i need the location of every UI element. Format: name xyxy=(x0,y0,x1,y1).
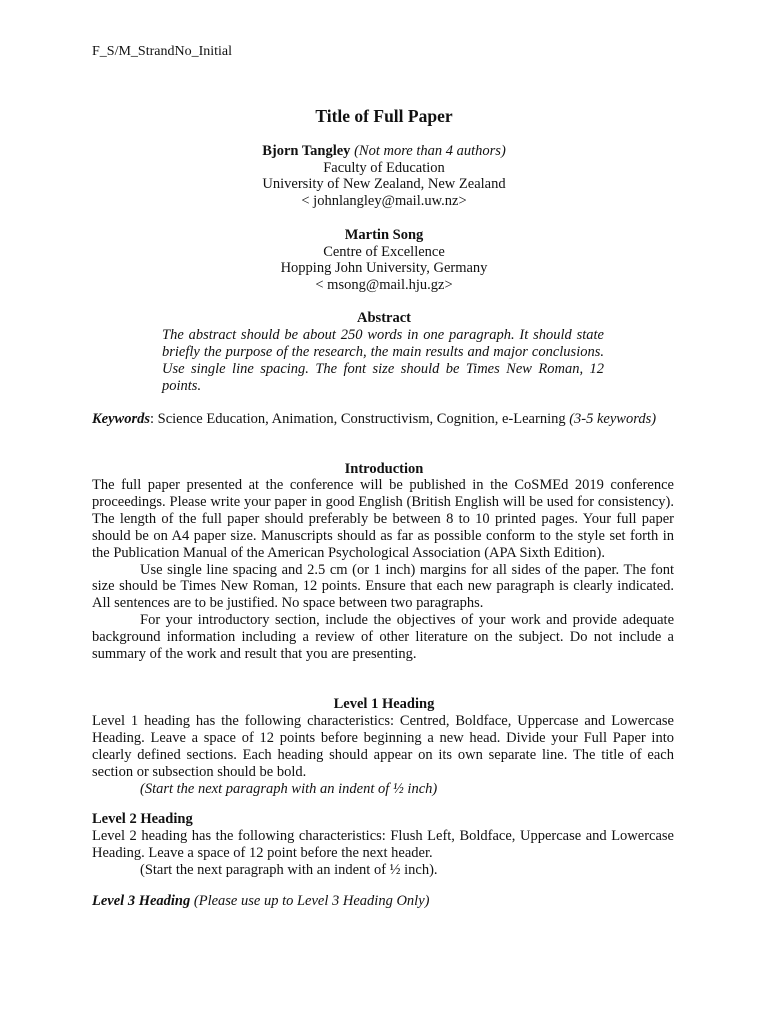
introduction-paragraph-2: Use single line spacing and 2.5 cm (or 1 inch) margins for all sides of the paper. The font size should be Times New Roman, 12 points. Ensure that each new paragraph is clearly indicated. All sentences are to be justified. No space between two paragraphs. xyxy=(92,561,674,612)
paper-code-header: F_S/M_StrandNo_Initial xyxy=(92,44,233,59)
author-1-institution: University of New Zealand, New Zealand xyxy=(262,176,506,193)
author-1-email: < johnlangley@mail.uw.nz> xyxy=(301,192,467,209)
level2-body xyxy=(92,828,674,879)
level1-body xyxy=(92,713,674,798)
introduction-paragraph-3: For your introductory section, include the objectives of your work and provide adequate background information including a review of other literature on the subject. Do not include a summary of the work and result that you are presenting. xyxy=(92,612,674,663)
author-block-2 xyxy=(0,227,768,293)
level2-heading: Level 2 Heading xyxy=(92,811,193,827)
level1-paragraph-1: Level 1 heading has the following characteristics: Centred, Boldface, Uppercase and Lowercase Heading. Leave a space of 12 points before beginning a new head. Divide your Full Paper into clearly defined sections. Each heading should appear on its own separate line. The title of each section or subsection should be bold. xyxy=(92,713,674,780)
introduction-heading: Introduction xyxy=(344,461,424,477)
author-1-line xyxy=(0,143,768,160)
level1-paragraph-2: (Start the next paragraph with an indent of ½ inch) xyxy=(140,780,438,797)
author-1-dept: Faculty of Education xyxy=(323,159,445,176)
level2-paragraph-1: Level 2 heading has the following characteristics: Flush Left, Boldface, Uppercase and Lowercase Heading. Leave a space of 12 point before the next header. xyxy=(92,828,674,861)
author-block-1 xyxy=(0,143,768,209)
level3-note: (Please use up to Level 3 Heading Only) xyxy=(190,893,430,909)
introduction-body xyxy=(92,477,674,663)
author-1-name: Bjorn Tangley xyxy=(262,143,351,159)
abstract-heading: Abstract xyxy=(357,310,411,326)
author-2-dept: Centre of Excellence xyxy=(323,243,445,260)
keywords-line xyxy=(92,411,674,428)
level3-heading-line xyxy=(92,893,429,910)
abstract-text: The abstract should be about 250 words in one paragraph. It should state briefly the purpose of the research, the main results and major conclusions. Use single line spacing. The font size should be Times New Roman, 12 points. xyxy=(162,327,604,394)
keywords-note: (3-5 keywords) xyxy=(569,411,657,427)
level2-paragraph-2: (Start the next paragraph with an indent of ½ inch). xyxy=(140,861,438,878)
keywords-text: : Science Education, Animation, Constructivism, Cognition, e-Learning xyxy=(150,411,570,427)
level1-heading: Level 1 Heading xyxy=(333,696,435,712)
level3-heading: Level 3 Heading xyxy=(92,893,191,909)
introduction-paragraph-1: The full paper presented at the conference will be published in the CoSMEd 2019 conference proceedings. Please write your paper in good English (British English will be used for consistency). The length of the full paper should preferably be between 8 to 10 printed pages. Your full paper should be on A4 paper size. Manuscripts should as far as possible conform to the style set forth in the Publication Manual of the American Psychological Association (APA Sixth Edition). xyxy=(92,477,674,561)
author-2-institution: Hopping John University, Germany xyxy=(280,260,488,277)
author-2-email: < msong@mail.hju.gz> xyxy=(315,276,453,293)
paper-title: Title of Full Paper xyxy=(315,106,453,126)
author-1-note: (Not more than 4 authors) xyxy=(354,143,506,159)
author-2-name: Martin Song xyxy=(344,227,424,243)
keywords-label: Keywords xyxy=(92,411,150,427)
